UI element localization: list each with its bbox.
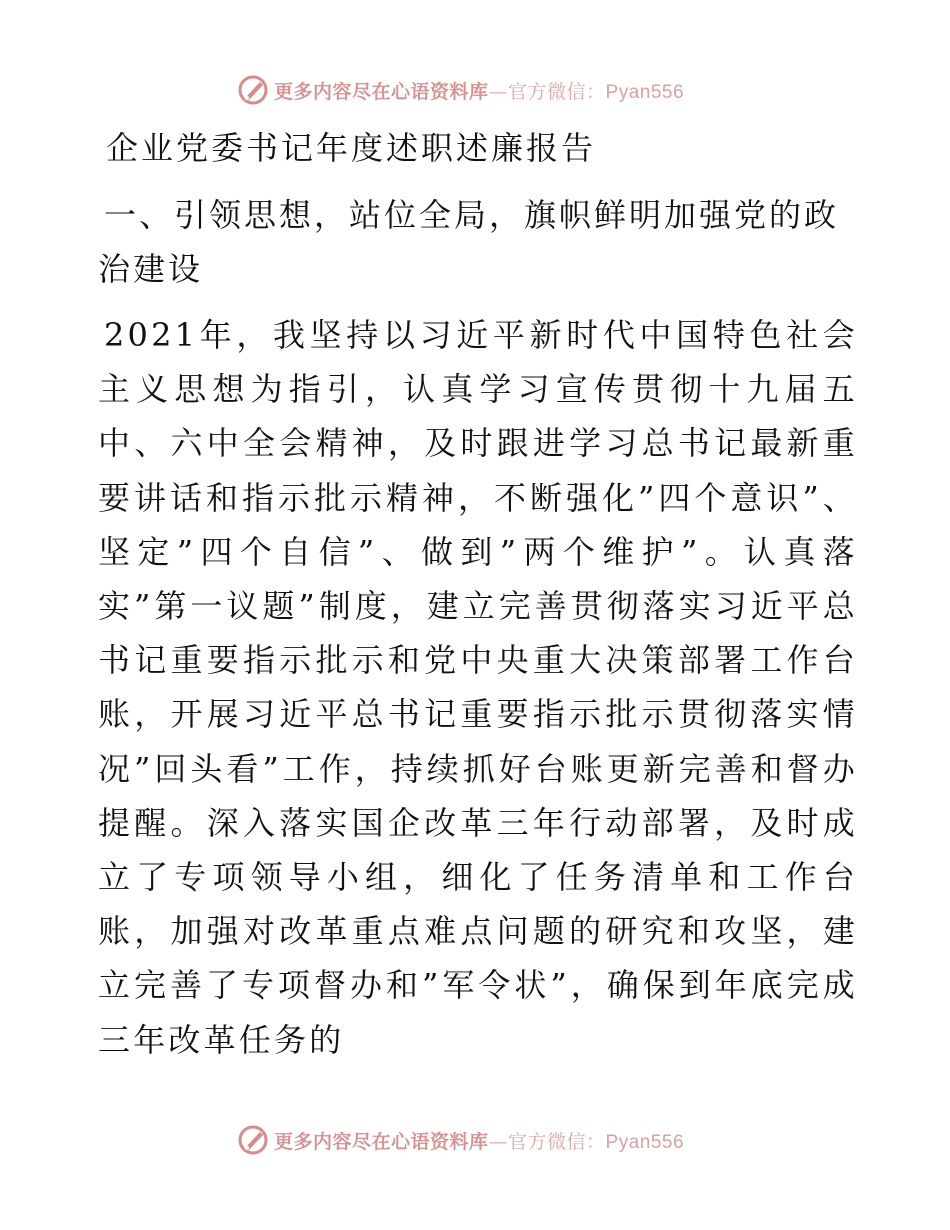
document-title: 企业党委书记年度述职述廉报告 — [106, 129, 597, 167]
watermark-dash: — — [488, 1130, 509, 1153]
body-paragraph: 2021年，我坚持以习近平新时代中国特色社会主义思想为指引，认真学习宣传贯彻十九届五中、六中全会精神，及时跟进学习总书记最新重要讲话和指示批示精神，不断强化”四个意识”、坚定”四个自信”、做到”两个维护”。认真落实”第一议题”制度，建立完善贯彻落实习近平总书记重要指示批示和党中央重大决策部署工作台账，开展习近平总书记重要指示批示贯彻落实情况”回头看”工作，持续抓好台账更新完善和督办提醒。深入落实国企改革三年行动部署，及时成立了专项领导小组，细化了任务清单和工作台账，加强对改革重点难点问题的研究和攻坚，建立完善了专项督办和”军令状”，确保到年底完成三年改革任务的 — [98, 316, 858, 1059]
watermark-text — [274, 77, 684, 104]
watermark-brand: 更多内容尽在心语资料库 — [274, 1130, 489, 1153]
pen-logo-icon — [236, 73, 270, 107]
watermark-contact-id: Pyan556 — [605, 1131, 685, 1153]
document-content — [98, 122, 858, 1067]
watermark-contact-label: 官方微信： — [508, 80, 606, 103]
watermark-footer — [236, 1122, 684, 1158]
watermark-brand: 更多内容尽在心语资料库 — [274, 80, 489, 103]
pen-logo-icon — [236, 1123, 270, 1157]
section-heading: 一、引领思想，站位全局，旗帜鲜明加强党的政治建设 — [98, 196, 840, 288]
watermark-header — [236, 72, 684, 108]
watermark-dash: — — [488, 80, 509, 103]
watermark-text — [274, 1127, 684, 1154]
watermark-contact-label: 官方微信： — [508, 1130, 606, 1153]
watermark-contact-id: Pyan556 — [605, 81, 685, 103]
